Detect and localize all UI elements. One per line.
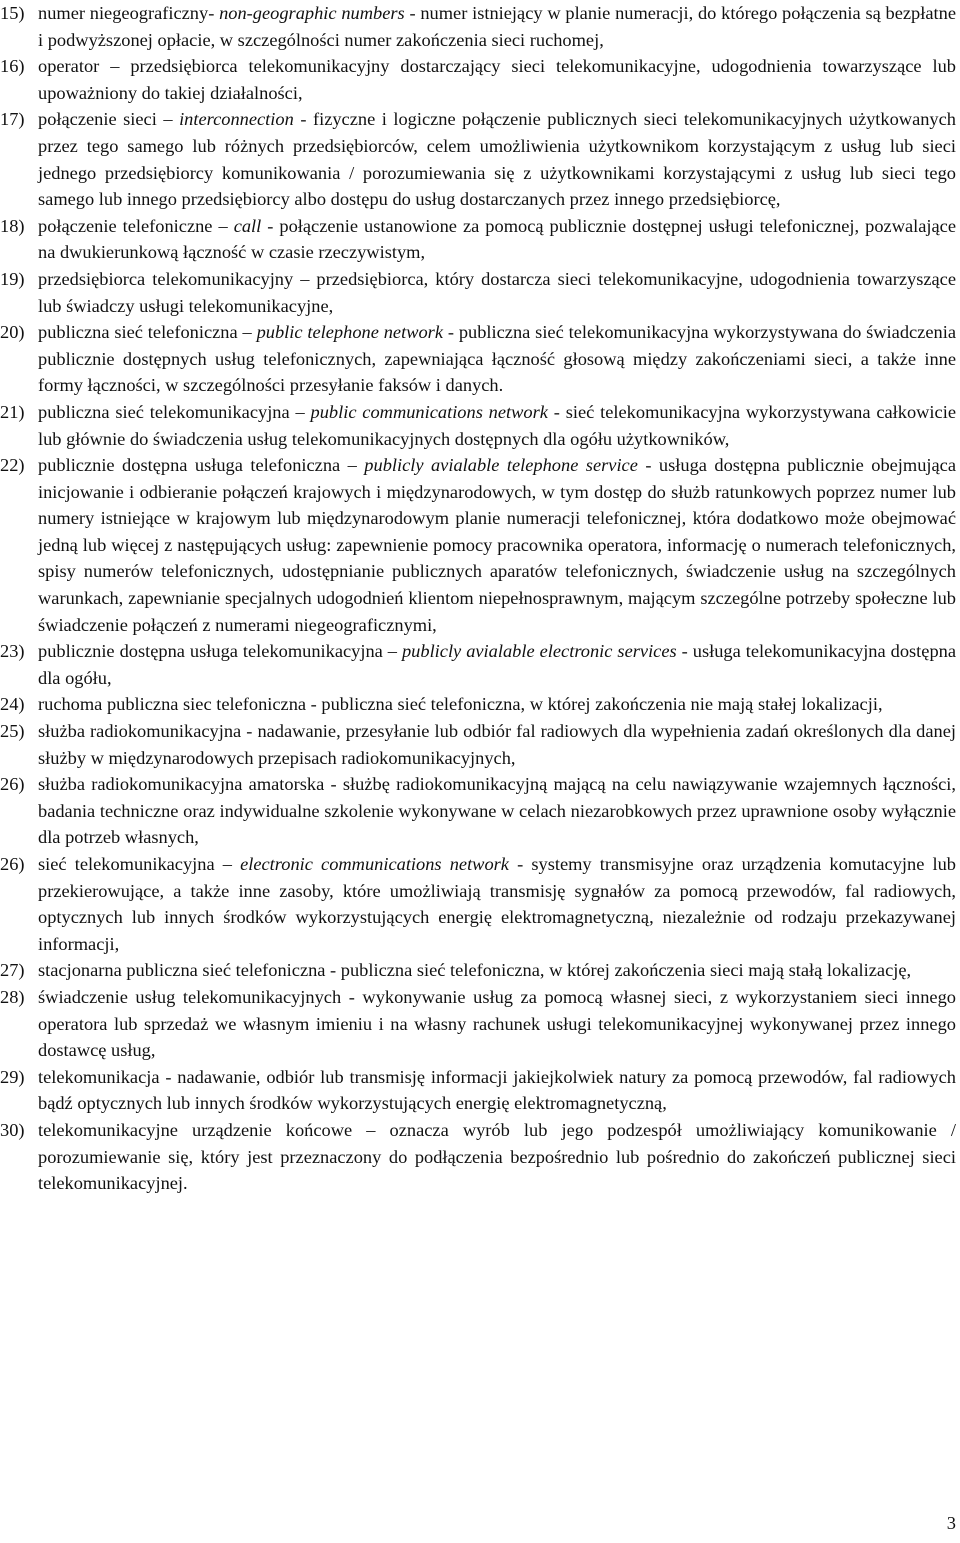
item-lead: telekomunikacja - nadawanie, odbiór lub transmisję informacji jakiejkolwiek natury za pomocą przewodów, fal radiowych bądź optycznych lub innych środków wykorzystujących energię elektromagnetyczną,: [38, 1066, 956, 1114]
item-text: [38, 691, 956, 718]
item-text: [38, 984, 956, 1064]
english-term: publicly avialable electronic services: [401, 641, 677, 662]
page-number: 3: [946, 1513, 956, 1533]
definition-item: [0, 691, 960, 718]
item-lead: świadczenie usług telekomunikacyjnych - wykonywanie usług za pomocą własnej sieci, z wykorzystaniem sieci innego operatora lub sprzedaż we własnym imieniu i na własny rachunek usługi telekomunikacyjnej wykonywanej przez innego dostawcę usług,: [38, 986, 956, 1061]
item-rest: - publiczna sieć telekomunikacyjna wykorzystywana do świadczenia publicznie dostępnych usług telefonicznych, zapewniająca łączność głosową między zakończeniami sieci, a także inne formy łączności, w szczególności przesyłanie faksów i danych.: [38, 322, 956, 396]
item-text: [38, 213, 956, 266]
english-term: call: [233, 215, 262, 236]
item-number: 21): [0, 401, 25, 422]
item-text: [38, 851, 956, 957]
item-text: [38, 106, 956, 212]
item-lead: numer niegeograficzny-: [38, 3, 220, 23]
item-number: 23): [0, 641, 25, 662]
item-number: 29): [0, 1066, 25, 1087]
item-number: 16): [0, 56, 25, 77]
item-rest: - połączenie ustanowione za pomocą publicznie dostępnej usługi telefonicznej, pozwalające na dwukierunkową łączność w czasie rzeczywistym,: [38, 215, 957, 263]
english-term: public telephone network: [256, 322, 443, 343]
item-text: [38, 452, 956, 638]
definition-item: [0, 399, 960, 452]
item-number: 30): [0, 1119, 25, 1140]
item-lead: publicznie dostępna usługa telekomunikacyjna –: [38, 641, 402, 662]
definition-item: [0, 213, 960, 266]
item-lead: operator – przedsiębiorca telekomunikacyjny dostarczający sieci telekomunikacyjne, udogodnienia towarzyszące lub upoważniony do takiej działalności,: [38, 56, 956, 103]
item-lead: sieć telekomunikacyjna –: [38, 854, 241, 874]
item-text: [38, 957, 956, 984]
item-rest: - usługa telekomunikacyjna dostępna dla ogółu,: [38, 641, 957, 688]
item-rest: - numer istniejący w planie numeracji, do którego połączenia są bezpłatne i podwyższonej opłacie, w szczególności numer zakończenia sieci ruchomej,: [38, 3, 956, 50]
english-term: electronic communications network: [240, 854, 509, 874]
item-rest: - usługa dostępna publicznie obejmująca inicjowanie i odbieranie połączeń krajowych i międzynarodowych, w tym dostęp do służb ratunkowych poprzez numer lub numery istniejące w krajowym lub międzynarodowym planie numeracji telefonicznej, która dodatkowo może obejmować jedną lub więcej z następujących usług: zapewnienie pomocy pracownika operatora, informację o numerach telefonicznych, spisy numerów telefonicznych, udostępnianie publicznych aparatów telefonicznych, świadczenie usług na szczególnych warunkach, zapewnianie specjalnych udogodnień klientom niepełnosprawnym, mającym szczególne potrzeby społeczne lub świadczenie połączeń z numerami niegeograficznymi,: [38, 455, 957, 635]
definition-item: [0, 984, 960, 1064]
item-text: [38, 399, 956, 452]
item-text: [38, 1117, 956, 1197]
item-number: 27): [0, 960, 25, 981]
english-term: publicly avialable telephone service: [364, 455, 638, 476]
definition-item: [0, 638, 960, 691]
item-number: 24): [0, 694, 25, 715]
item-text: [38, 718, 956, 771]
item-rest: - fizyczne i logiczne połączenie publicznych sieci telekomunikacyjnych użytkowanych przez tego samego lub różnych przedsiębiorców, celem umożliwienia użytkownikom korzystającym z usług lub sieci jednego przedsiębiorcy komunikowania / porozumiewania się z użytkownikami korzystającymi z usług lub sieci tego samego lub innego przedsiębiorcy albo dostępu do usług dostarczanych przez innego przedsiębiorcę,: [38, 109, 956, 210]
item-number: 26): [0, 774, 25, 795]
definition-item: [0, 266, 960, 319]
item-text: [38, 53, 956, 106]
item-lead: stacjonarna publiczna sieć telefoniczna - publiczna sieć telefoniczna, w której zakończenia sieci mają stałą lokalizację,: [38, 960, 912, 981]
item-lead: służba radiokomunikacyjna - nadawanie, przesyłanie lub odbiór fal radiowych dla wypełnienia zadań określonych dla danej służby w międzynarodowych przepisach radiokomunikacyjnych,: [38, 721, 956, 768]
item-number: 25): [0, 721, 25, 742]
item-number: 20): [0, 322, 25, 343]
item-text: [38, 266, 956, 319]
item-number: 19): [0, 268, 25, 289]
definition-item: [0, 452, 960, 638]
item-text: [38, 771, 956, 851]
item-text: [38, 1064, 956, 1117]
definition-item: [0, 0, 960, 53]
item-lead: przedsiębiorca telekomunikacyjny – przedsiębiorca, który dostarcza sieci telekomunikacyjne, udogodnienia towarzyszące lub świadczy usługi telekomunikacyjne,: [38, 268, 956, 316]
item-rest: - systemy transmisyjne oraz urządzenia komutacyjne lub przekierowujące, a także inne zasoby, które umożliwiają transmisję sygnałów za pomocą przewodów, fal radiowych, optycznych lub innych środków wykorzystujących energię elektromagnetyczną, niezależnie od rodzaju przekazywanej informacji,: [38, 854, 956, 954]
item-lead: publicznie dostępna usługa telefoniczna –: [38, 455, 365, 476]
item-lead: służba radiokomunikacyjna amatorska - służbę radiokomunikacyjną mającą na celu nawiązywanie wzajemnych łączności, badania techniczne oraz indywidualne szkolenie wykonywane w celach niezarobkowych przez uprawnione osoby wyłącznie dla potrzeb własnych,: [38, 774, 956, 848]
definition-item: [0, 53, 960, 106]
definition-item: [0, 771, 960, 851]
item-number: 17): [0, 109, 25, 130]
item-text: [38, 0, 956, 53]
item-number: 15): [0, 3, 25, 23]
item-lead: publiczna sieć telefoniczna –: [38, 322, 257, 343]
definition-item: [0, 718, 960, 771]
definition-item: [0, 1064, 960, 1117]
definition-item: [0, 851, 960, 957]
item-text: [38, 319, 956, 399]
definition-item: [0, 957, 960, 984]
english-term: non-geographic numbers: [219, 3, 405, 23]
item-lead: publiczna sieć telekomunikacyjna –: [38, 401, 311, 422]
definition-item: [0, 106, 960, 212]
item-number: 28): [0, 986, 25, 1007]
english-term: public communications network: [310, 401, 548, 422]
item-number: 18): [0, 215, 25, 236]
item-lead: połączenie sieci –: [38, 109, 180, 130]
definition-item: [0, 319, 960, 399]
item-text: [38, 638, 956, 691]
item-number: 26): [0, 854, 25, 874]
item-lead: telekomunikacyjne urządzenie końcowe – oznacza wyrób lub jego podzespół umożliwiający komunikowanie / porozumiewanie się, który jest przeznaczony do podłączenia bezpośrednio lub pośrednio do zakończeń publicznej sieci telekomunikacyjnej.: [38, 1119, 956, 1194]
english-term: interconnection: [179, 109, 294, 130]
item-lead: ruchoma publiczna siec telefoniczna - publiczna sieć telefoniczna, w której zakończenia nie mają stałej lokalizacji,: [38, 694, 883, 715]
item-rest: - sieć telekomunikacyjna wykorzystywana całkowicie lub głównie do świadczenia usług telekomunikacyjnych dostępnych dla ogółu użytkowników,: [38, 401, 956, 449]
item-lead: połączenie telefoniczne –: [38, 215, 234, 236]
definition-item: [0, 1117, 960, 1197]
item-number: 22): [0, 455, 25, 476]
